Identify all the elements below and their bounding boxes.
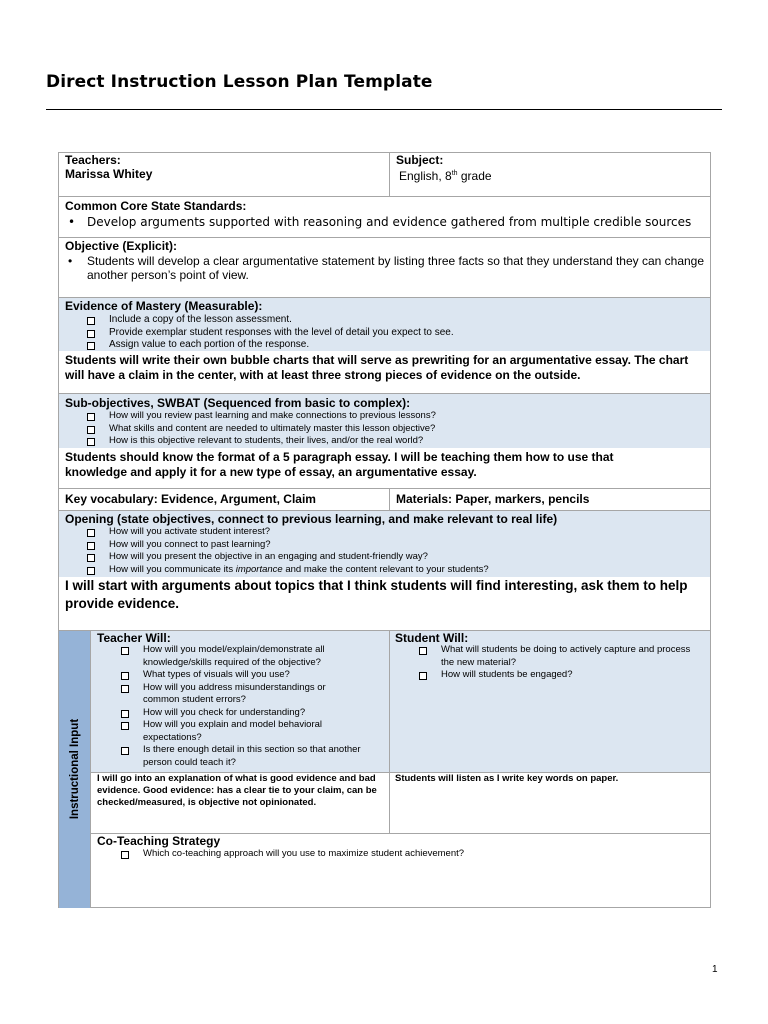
lesson-plan-table (58, 152, 711, 908)
opening-prompt-text: and make the content relevant to your students? (282, 563, 489, 575)
student-prompt: What will students be doing to actively capture and process the new material? (419, 644, 699, 669)
teacher-will-label: Teacher Will: (97, 631, 171, 645)
instructional-input-sidebar (59, 631, 91, 908)
subobjectives-label: Sub-objectives, SWBAT (Sequenced from basic to complex): (65, 396, 411, 410)
document-title: Direct Instruction Lesson Plan Template (46, 72, 433, 92)
teacher-prompts (121, 644, 361, 769)
opening-answer-row (59, 577, 710, 631)
subobjectives-answer: Students should know the format of a 5 paragraph essay. I will be teaching them how to use that knowledge and apply it for a new type of essay, an argumentative essay. (65, 450, 614, 479)
objective-row (59, 238, 710, 298)
page-number: 1 (712, 964, 718, 975)
opening-label: Opening (state objectives, connect to previous learning, and make relevant to real life) (65, 512, 558, 526)
teachers-value: Marissa Whitey (65, 167, 153, 181)
evidence-answer: Students will write their own bubble charts that will serve as prewriting for an argumentative essay. The chart will have a claim in the center, with at least three strong pieces of evidence on the outside. (65, 353, 689, 382)
opening-prompt: How will you connect to past learning? (87, 539, 489, 552)
opening-answer: I will start with arguments about topics that I think students will find interesting, ask them to help provide evidence. (65, 578, 688, 611)
standards-label: Common Core State Standards: (65, 199, 247, 213)
coteaching-prompt: Which co-teaching approach will you use to maximize student achievement? (121, 848, 464, 861)
coteaching-prompts (121, 848, 464, 861)
subject-value-sup: th (451, 170, 458, 177)
vocabulary: Key vocabulary: Evidence, Argument, Claim (65, 492, 316, 506)
objective-item: • Students will develop a clear argumentative statement by listing three facts so that they understand they can change another person’s point of view. (65, 254, 717, 282)
column-divider (389, 773, 390, 833)
subject-cell (396, 153, 492, 183)
student-prompts (419, 644, 699, 682)
subobjectives-prompts (87, 410, 436, 448)
subject-value (396, 167, 492, 183)
title-divider (46, 109, 722, 110)
coteaching-label: Co-Teaching Strategy (97, 834, 221, 848)
teacher-prompt: How will you model/explain/demonstrate all knowledge/skills required of the objective? (121, 644, 361, 669)
teacher-prompt: How will you address misunderstandings or common student errors? (121, 682, 361, 707)
teacher-answer: I will go into an explanation of what is good evidence and bad evidence. Good evidence: has a clear tie to your claim, can be checked/measured, is objective not opinionated. (97, 773, 377, 808)
standards-item: • Develop arguments supported with reasoning and evidence gathered from multiple credible sources (65, 214, 716, 230)
teachers-label: Teachers: (65, 153, 121, 167)
opening-prompt-row (59, 511, 710, 577)
column-divider (389, 153, 390, 196)
teachers-cell (65, 153, 152, 181)
opening-prompts (87, 526, 489, 576)
subject-value-post: grade (457, 169, 492, 183)
subject-value-text: English, 8 (399, 169, 452, 183)
evidence-prompts (87, 314, 454, 352)
opening-prompt-text: How will you communicate its (109, 563, 236, 575)
teacher-student-prompts (91, 631, 710, 772)
student-will-label: Student Will: (395, 631, 469, 645)
evidence-label: Evidence of Mastery (Measurable): (65, 299, 263, 313)
coteaching-row (91, 834, 710, 907)
standards-row (59, 197, 710, 238)
student-answer: Students will listen as I write key words on paper. (395, 773, 619, 784)
evidence-prompt: Provide exemplar student responses with the level of detail you expect to see. (87, 327, 454, 340)
subject-label: Subject: (396, 153, 444, 167)
teacher-prompt: What types of visuals will you use? (121, 669, 361, 682)
opening-prompt: How will you present the objective in an engaging and student-friendly way? (87, 551, 489, 564)
subobjectives-prompt: How will you review past learning and make connections to previous lessons? (87, 410, 436, 423)
instructional-input-label: Instructional Input (69, 718, 81, 820)
vocabulary-materials-row (59, 489, 710, 511)
teacher-prompt: Is there enough detail in this section so that another person could teach it? (121, 744, 361, 769)
teacher-prompt: How will you check for understanding? (121, 707, 361, 720)
teachers-subject-row (59, 153, 710, 197)
evidence-prompt: Assign value to each portion of the response. (87, 339, 454, 352)
evidence-prompt: Include a copy of the lesson assessment. (87, 314, 454, 327)
subobjectives-prompt: What skills and content are needed to ultimately master this lesson objective? (87, 423, 436, 436)
opening-prompt: How will you activate student interest? (87, 526, 489, 539)
subobjectives-prompt: How is this objective relevant to students, their lives, and/or the real world? (87, 435, 436, 448)
teacher-prompt: How will you explain and model behavioral expectations? (121, 719, 361, 744)
column-divider (389, 489, 390, 510)
evidence-prompt-row (59, 298, 710, 351)
opening-prompt (87, 564, 489, 577)
subobjectives-answer-row (59, 448, 710, 489)
student-prompt: How will students be engaged? (419, 669, 699, 682)
objective-label: Objective (Explicit): (65, 239, 178, 253)
teacher-student-answers (91, 773, 710, 833)
evidence-answer-row (59, 351, 710, 394)
opening-prompt-emphasis: importance (235, 563, 283, 575)
subobjectives-prompt-row (59, 394, 710, 448)
materials: Materials: Paper, markers, pencils (396, 492, 590, 506)
